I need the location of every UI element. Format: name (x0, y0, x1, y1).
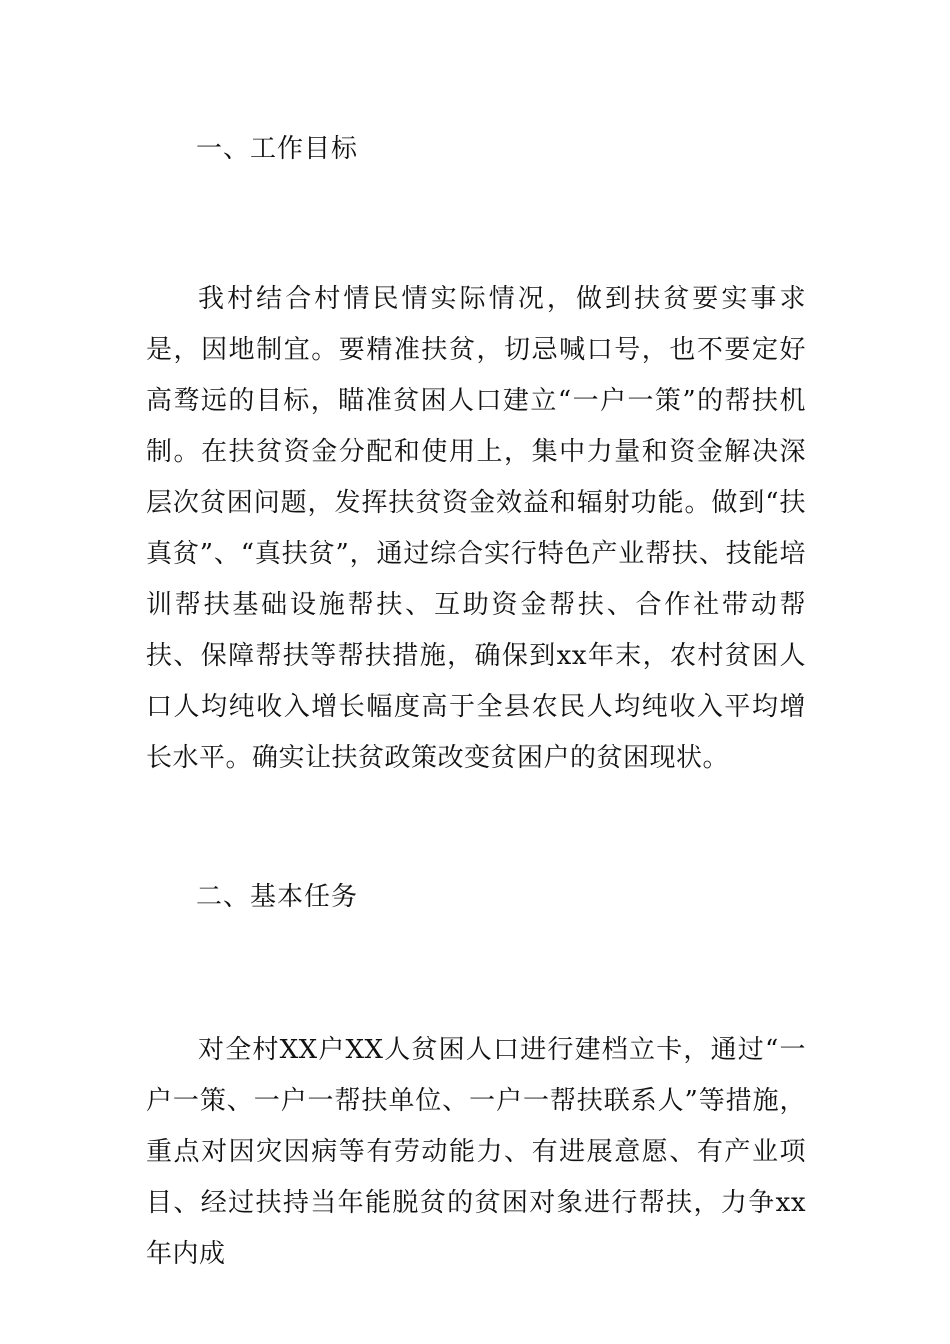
section-heading-work-goals: 一、工作目标 (196, 134, 359, 164)
section-paragraph-work-goals: 我村结合村情民情实际情况，做到扶贫要实事求是，因地制宜。要精准扶贫，切忌喊口号，也不要定好高骛远的目标，瞄准贫困人口建立“一户一策”的帮扶机制。在扶贫资金分配和使用上，集中力量和资金解决深层次贫困问题，发挥扶贫资金效益和辐射功能。做到“扶真贫”、“真扶贫”，通过综合实行特色产业帮扶、技能培训帮扶基础设施帮扶、互助资金帮扶、合作社带动帮扶、保障帮扶等帮扶措施，确保到xx年末，农村贫困人口人均纯收入增长幅度高于全县农民人均纯收入平均增长水平。确实让扶贫政策改变贫困户的贫困现状。 (146, 284, 806, 773)
section-paragraph-basic-tasks: 对全村XX户XX人贫困人口进行建档立卡，通过“一户一策、一户一帮扶单位、一户一帮扶联系人”等措施，重点对因灾因病等有劳动能力、有进展意愿、有产业项目、经过扶持当年能脱贫的贫困对象进行帮扶，力争xx年内成 (146, 1035, 806, 1269)
section-heading-basic-tasks: 二、基本任务 (196, 882, 359, 912)
